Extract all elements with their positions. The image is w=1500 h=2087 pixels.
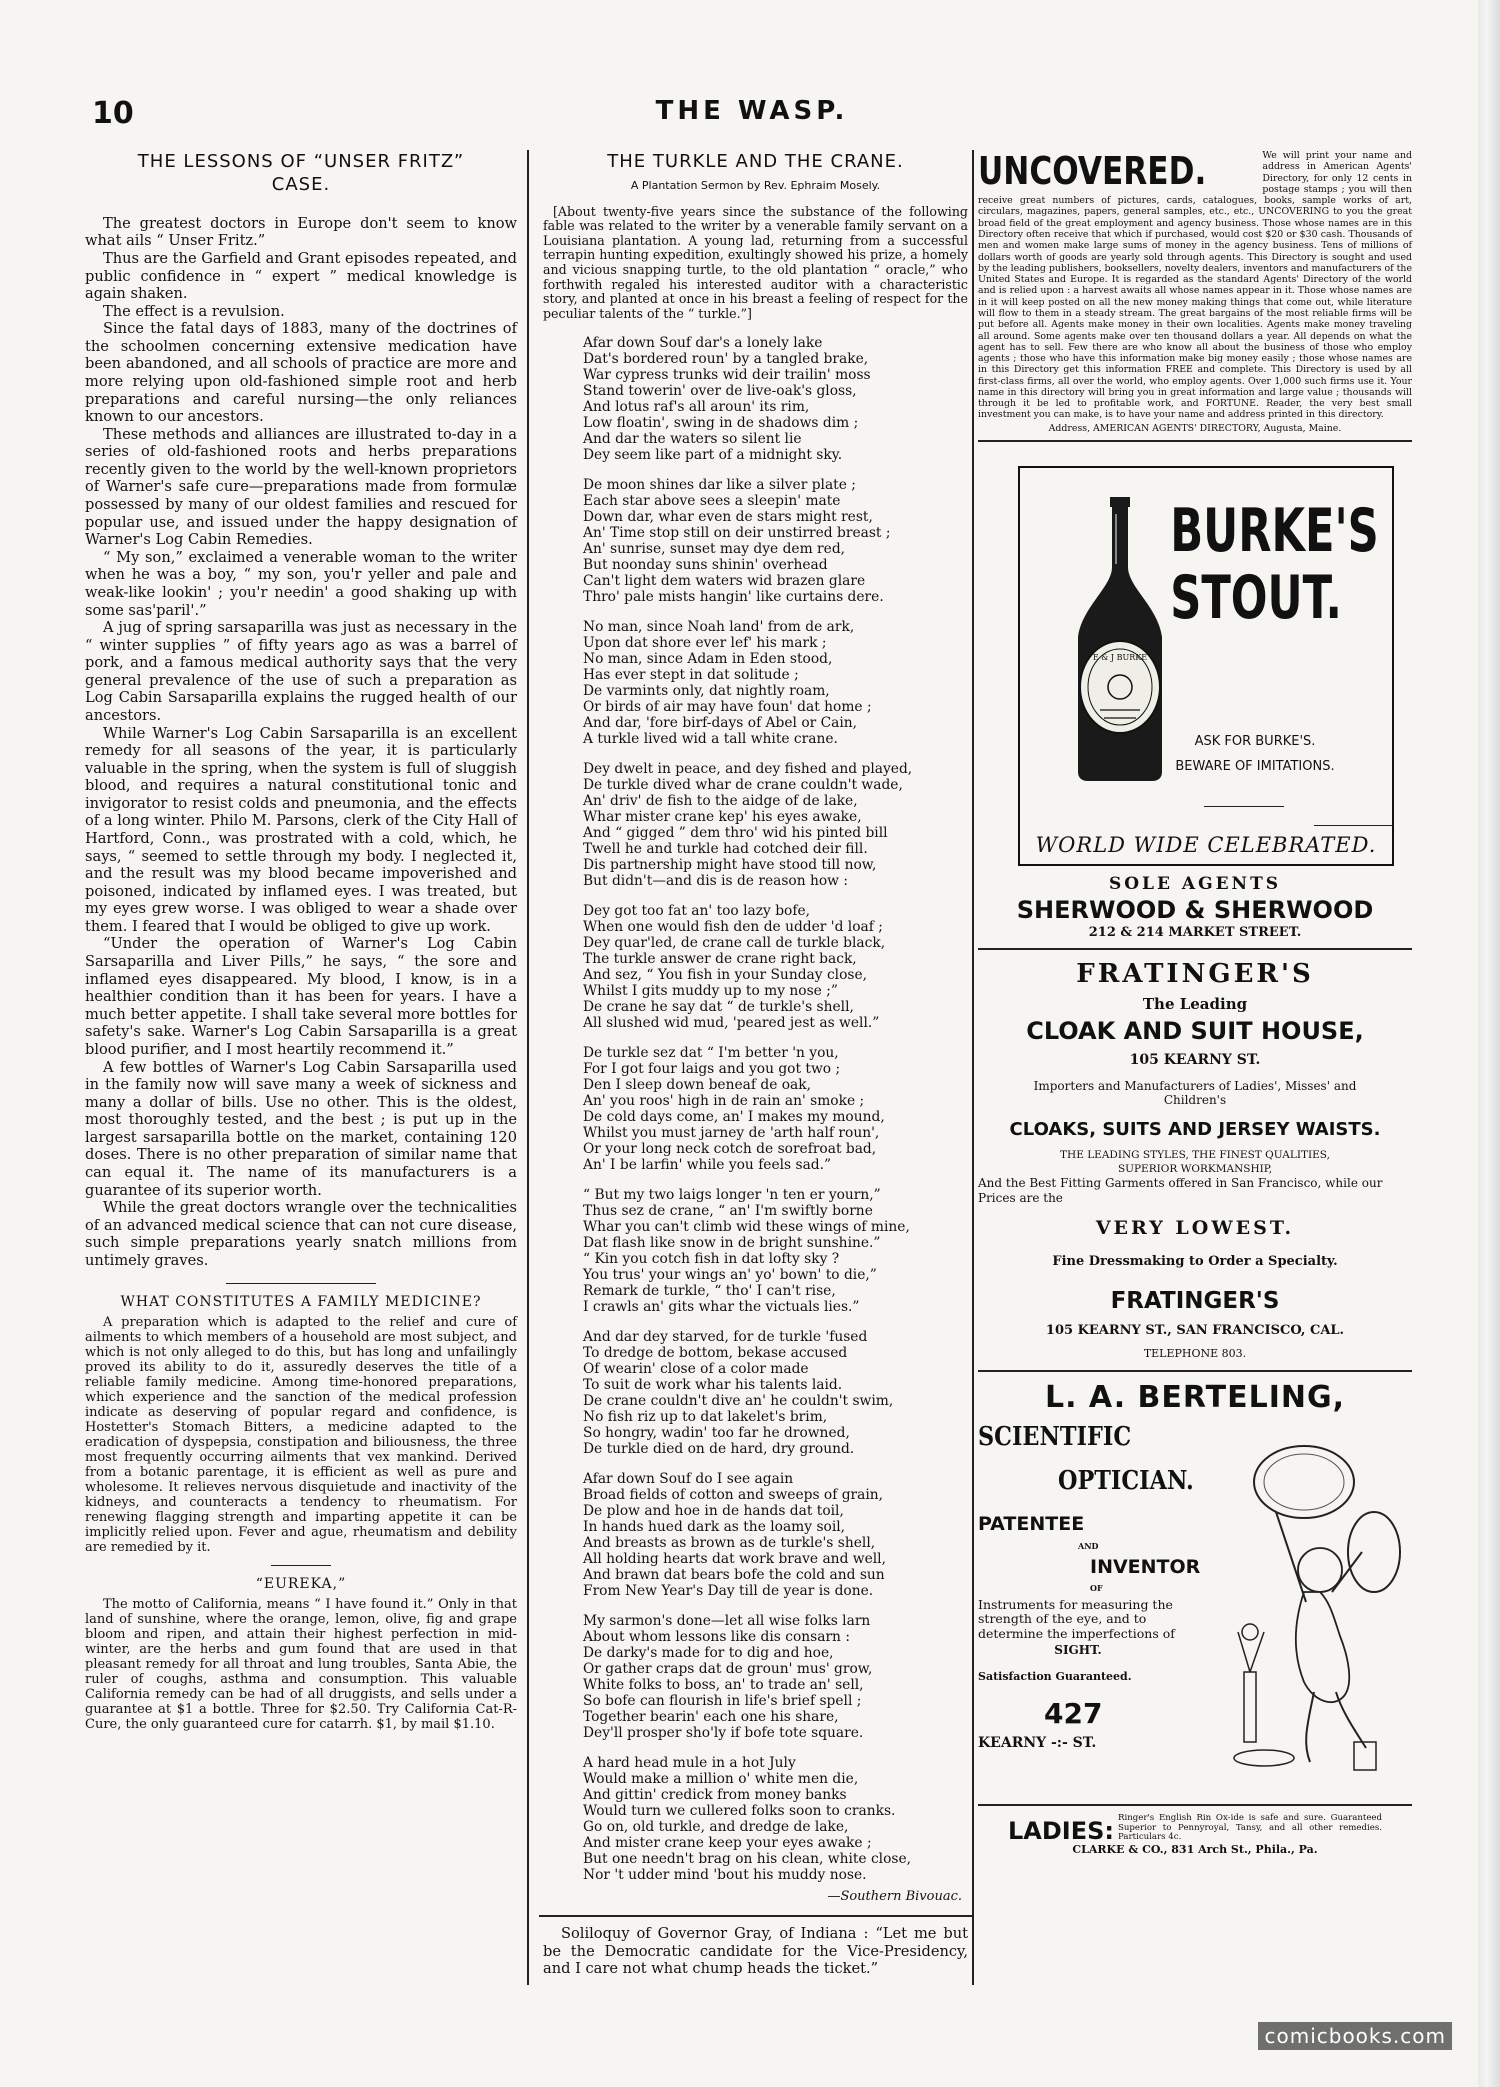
poem-line: And gittin' credick from money banks (583, 1787, 847, 1804)
poem-line: Down dar, whar even de stars might rest, (583, 509, 873, 526)
poem-line: Dey got too fat an' too lazy bofe, (583, 903, 810, 920)
family-medicine-text: A preparation which is adapted to the relief and cure of ailments to which members of a household are most subject, and which is not only alleged to do this, but has long and unfailingly proved its ability to do it, assuredly deserves the title of a reliable family medicine. Among time-honored preparations, which experience and the sanction of the medical profession indicate as deserving of popular regard and confidence, is Hostetter's Stomach Bitters, a medicine adapted to the eradication of dyspepsia, constipation and biliousness, the three most frequently occurring ailments that vex mankind. Derived from a botanic parentage, it is efficient as well as pure and wholesome. It relieves nervous disquietude and inactivity of the kidneys, and counteracts a tendency to rheumatism. For renewing flagging strength and imparting appetite it can be implicitly relied upon. Fever and ague, rheumatism and debility are remedied by it. (85, 1315, 517, 1556)
ad-divider (978, 440, 1412, 442)
poem-line: De crane he say dat “ de turkle's shell, (583, 999, 854, 1016)
article-paragraph: The greatest doctors in Europe don't seem to know what ails “ Unser Fritz.” (85, 214, 517, 250)
poem-line: But didn't—and dis is de reason how : (583, 873, 849, 890)
poem-line: And dar dey starved, for de turkle 'fused (583, 1329, 868, 1346)
burkes-name-line: STOUT. (1170, 563, 1342, 634)
poem-line: Or your long neck cotch de sorefroat bad, (583, 1141, 877, 1158)
poem-line: And brawn dat bears bofe the cold and sun (583, 1567, 885, 1584)
poem-line: Or gather craps dat de groun' mus' grow, (583, 1661, 873, 1678)
berteling-name: L. A. BERTELING, (1044, 1380, 1346, 1416)
poem-line: Den I sleep down beneaf de oak, (583, 1077, 812, 1094)
poem-line: From New Year's Day till de year is done. (583, 1583, 874, 1600)
poem-line: De turkle sez dat “ I'm better 'n you, (583, 1045, 839, 1062)
scientific: SCIENTIFIC (978, 1422, 1132, 1453)
poem-line: De cold days come, an' I makes my mound, (583, 1109, 885, 1126)
poem-stanza (583, 477, 968, 605)
world-wide-celebrated: WORLD WIDE CELEBRATED. (1035, 832, 1377, 857)
sherwood-address: 212 & 214 MARKET STREET. (1088, 924, 1302, 940)
article-title-line: THE LESSONS OF “UNSER FRITZ” (137, 151, 465, 172)
poem-line: An' you roos' high in de rain an' smoke ; (583, 1093, 865, 1110)
article-paragraph: While the great doctors wrangle over the technicalities of an advanced medical science that can not cure disease, such simple preparations yearly snatch millions from untimely graves. (85, 1199, 517, 1269)
page-binding-edge (1478, 0, 1500, 2087)
kearny-street: KEARNY -:- ST. (978, 1734, 1097, 1751)
ladies-line1: Ringer's English Rin Ox-ide is safe and sure. Guaranteed Superior to Pennyroyal, Tansy, and all other remedies. Particulars 4c. (1118, 1813, 1382, 1843)
column-1 (85, 150, 517, 1732)
poem-line: To suit de work whar his talents laid. (583, 1377, 843, 1394)
uncovered-address: Address, AMERICAN AGENTS' DIRECTORY, Augusta, Maine. (1048, 422, 1342, 434)
poem-line: Whilst you must jarney de 'arth half roun', (583, 1125, 880, 1142)
poem-line: Dey dwelt in peace, and dey fished and played, (583, 761, 913, 778)
poem-line: But noonday suns shinin' overhead (583, 557, 828, 574)
poem-line: Would make a million o' white men die, (583, 1771, 859, 1788)
sherwood-name: SHERWOOD & SHERWOOD (1016, 895, 1374, 924)
uncovered-ad (978, 150, 1412, 434)
bottle-label-text: E & J BURKE (1092, 653, 1148, 663)
poem-line: Whar you can't climb wid these wings of mine, (583, 1219, 910, 1236)
poem-line: De moon shines dar like a silver plate ; (583, 477, 856, 494)
poem-line: And breasts as brown as de turkle's shell, (583, 1535, 876, 1552)
poem-line: And dar, 'fore birf-days of Abel or Cain, (583, 715, 858, 732)
poem-line: All holding hearts dat work brave and well, (583, 1551, 886, 1568)
poem-line: Upon dat shore ever lef' his mark ; (583, 635, 827, 652)
poem-line: In hands hued dark as the loamy soil, (583, 1519, 846, 1536)
poem-stanza (583, 1045, 968, 1173)
beware-imitations: BEWARE OF IMITATIONS. (1175, 758, 1335, 774)
newspaper-name: THE WASP. (655, 96, 849, 126)
column-3 (978, 150, 1412, 1856)
poem-stanzas (543, 335, 968, 1883)
family-medicine-title: WHAT CONSTITUTES A FAMILY MEDICINE? (120, 1294, 482, 1311)
poem-line: “ Kin you cotch fish in dat lofty sky ? (583, 1251, 840, 1268)
poem-line: And sez, “ You fish in your Sunday close, (583, 967, 868, 984)
ladies-ad (978, 1814, 1412, 1856)
berteling-ad (978, 1380, 1412, 1792)
article-title (85, 150, 517, 197)
importers-line: Importers and Manufacturers of Ladies', Misses' and Children's (1033, 1078, 1357, 1107)
poem-line: Dey quar'led, de crane call de turkle black, (583, 935, 886, 952)
article-paragraph: Thus are the Garfield and Grant episodes repeated, and public confidence in “ expert ” medical knowledge is again shaken. (85, 249, 517, 303)
poem-line: For I got four laigs and you got two ; (583, 1061, 841, 1078)
and-label: AND (1078, 1540, 1099, 1551)
poem-line: No man, since Adam in Eden stood, (583, 651, 833, 668)
article-paragraph: Since the fatal days of 1883, many of the doctrines of the schoolmen concerning extensive medication have been abandoned, and all schools of practice are more and more relying upon old-fashioned simple root and herb preparations and careful nursing—the only reliances known to our ancestors. (85, 320, 517, 426)
poem-line: An' I be larfin' while you feels sad.” (583, 1157, 832, 1174)
ad-divider (978, 1370, 1412, 1372)
poem-line: And mister crane keep your eyes awake ; (583, 1835, 872, 1852)
fratinger-address: 105 KEARNY ST. (1129, 1051, 1261, 1068)
dressmaking-specialty: Fine Dressmaking to Order a Specialty. (1052, 1254, 1338, 1270)
ad-divider (978, 1804, 1412, 1806)
poem-line: No man, since Noah land' from de ark, (583, 619, 855, 636)
poem-line: Twell he and turkle had cotched deir fill. (583, 841, 868, 858)
poem-line: De turkle died on de hard, dry ground. (583, 1441, 855, 1458)
poem-line: Each star above sees a sleepin' mate (583, 493, 841, 510)
poem-line: And “ gigged ” dem thro' wid his pinted bill (583, 825, 888, 842)
article-paragraph: “Under the operation of Warner's Log Cabin Sarsaparilla and Liver Pills,” he says, “ the sore and inflamed eyes disappeared. My blood, I know, is in a healthier condition than it has been for years. I have a much better appetite. I shall take several more bottles for safety's sake. Warner's Log Cabin Sarsaparilla is a great blood purifier, and I most heartily recommend it.” (85, 935, 517, 1058)
ladies-line2: CLARKE & CO., 831 Arch St., Phila., Pa. (1072, 1842, 1318, 1856)
poem-line: Dis partnership might have stood till now, (583, 857, 877, 874)
poem-line: Remark de turkle, “ tho' I can't rise, (583, 1283, 836, 1300)
poem-stanza (583, 1755, 968, 1883)
of-label: OF (1090, 1583, 1103, 1594)
ask-for-burkes: ASK FOR BURKE'S. (1194, 734, 1316, 750)
satisfaction-guaranteed: Satisfaction Guaranteed. (978, 1669, 1132, 1683)
poem-stanza (583, 619, 968, 747)
poem-line: Dey'll prosper sho'ly if bofe tote square. (583, 1725, 864, 1742)
poem-stanza (583, 1613, 968, 1741)
article-paragraph: These methods and alliances are illustrated to-day in a series of old-fashioned roots and herbs preparations recently given to the world by the well-known proprietors of Warner's safe cure—preparations made from formulæ possessed by many of our oldest families and rescued for popular use, and issued under the happy designation of Warner's Log Cabin Remedies. (85, 425, 517, 549)
poem-line: My sarmon's done—let all wise folks larn (583, 1613, 871, 1630)
decorative-rule (1204, 806, 1284, 807)
poem-line: De plow and hoe in de hands dat toil, (583, 1503, 844, 1520)
uncovered-ad-body (978, 150, 1412, 421)
poem-stanza (583, 335, 968, 463)
poem-stanza (583, 761, 968, 889)
poem-line: But one needn't brag on his clean, white close, (583, 1851, 912, 1868)
column-2 (543, 150, 968, 1978)
poem-line: A hard head mule in a hot July (583, 1755, 796, 1772)
poem-line: The turkle answer de crane right back, (583, 951, 857, 968)
inventor: INVENTOR (1090, 1555, 1201, 1578)
poem-line: Afar down Souf dar's a lonely lake (583, 335, 823, 352)
burkes-stout-name (1170, 496, 1379, 634)
eureka-text: The motto of California, means “ I have found it.” Only in that land of sunshine, where the orange, lemon, olive, fig and grape bloom and ripen, and attain their highest perfection in mid-winter, are the herbs and gum found that are used in that pleasant remedy for all throat and lung troubles, Santa Abie, the ruler of coughs, asthma and consumption. This valuable California remedy can be had of all druggists, and sells under a guarantee at $1 a bottle. Three for $2.50. Try California Cat-R-Cure, the only guaranteed cure for catarrh. $1, by mail $1.10. (85, 1597, 517, 1733)
ladies-headline: LADIES: (1008, 1816, 1114, 1845)
poem-line: Dat flash like snow in de bright sunshine.” (583, 1235, 881, 1252)
burkes-name-line: BURKE'S (1170, 496, 1379, 567)
decorative-rule (1314, 825, 1394, 826)
sole-agents: SOLE AGENTS (1108, 874, 1282, 895)
poem-line: “ But my two laigs longer 'n ten er yourn,” (583, 1187, 881, 1204)
very-lowest: VERY LOWEST. (1095, 1217, 1295, 1240)
prices-line: And the Best Fitting Garments offered in San Francisco, while our Prices are the (978, 1176, 1383, 1205)
poem-line: So bofe can flourish in life's brief spell ; (583, 1693, 862, 1710)
uncovered-text: We will print your name and address in American Agents' Directory, for only 12 cents in postage stamps ; you will then receive great numbers of pictures, cards, catalogues, books, sample works of art, circulars, magazines, papers, general samples, etc., etc., UNCOVERING to you the great broad field of the great employment and agency business. Those whose names are in this Directory often receive that which if purchased, would cost $20 or $30 cash. Thousands of men and women make large sums of money in the agency business. Tens of millions of dollars worth of goods are yearly sold through agents. This Directory is sought and used by the leading publishers, booksellers, novelty dealers, inventors and manufacturers of the United States and Europe. It is regarded as the standard Agents' Directory of the world and is relied upon : a harvest awaits all whose names appear in it. Those whose names are in it will keep posted on all the new money making things that come out, while literature will flow to them in a steady stream. The great bargains of the most reliable firms will be put before all. Agents make money in their own localities. Agents make money traveling all around. Some agents make over ten thousand dollars a year. All depends on what the agent has to sell. Few there are who know all about the business of those who employ agents ; those who have this information make big money easily ; those whose names are in this Directory get this information FREE and complete. This Directory is used by all first-class firms, all over the world, who employ agents. Over 1,000 such firms use it. Your name in this directory will bring you in great information and large value ; thousands will through it be led to profitable work, and FORTUNE. Reader, the very best small investment you can make, is to have your name and address printed in this directory. (978, 150, 1412, 421)
poem-line: De turkle dived whar de crane couldn't wade, (583, 777, 903, 794)
poem-line: A turkle lived wid a tall white crane. (583, 731, 838, 748)
soliloquy-text: Soliloquy of Governor Gray, of Indiana : “Let me but be the Democratic candidate for the Vice-Presidency, and I care not what chump heads the ticket.” (543, 1925, 968, 1978)
poem-line: De darky's made for to dig and hoe, (583, 1645, 834, 1662)
poem-line: Whilst I gits muddy up to my nose ;” (583, 983, 838, 1000)
poem-stanza (583, 1187, 968, 1315)
section-divider (271, 1565, 331, 1566)
poem-line: So hongry, wadin' too far he drowned, (583, 1425, 850, 1442)
poem-line: Or birds of air may have foun' dat home ; (583, 699, 872, 716)
article-title-line: CASE. (271, 174, 331, 196)
poem-line: Afar down Souf do I see again (583, 1471, 794, 1488)
fratinger-address-2: 105 KEARNY ST., SAN FRANCISCO, CAL. (1045, 1323, 1345, 1339)
poem-line: An' sunrise, sunset may dye dem red, (583, 541, 846, 558)
ladies-row (1008, 1813, 1382, 1845)
poem-attribution: —Southern Bivouac. (827, 1889, 962, 1905)
poem-line: Broad fields of cotton and sweeps of grain, (583, 1487, 884, 1504)
cloaks-suits-waists: CLOAKS, SUITS AND JERSEY WAISTS. (1009, 1119, 1381, 1141)
instruments-text: Instruments for measuring the strength of the eye, and to determine the imperfections of (978, 1597, 1175, 1641)
poem-line: And dar the waters so silent lie (583, 431, 802, 448)
poem-line: An' Time stop still on deir unstirred breast ; (583, 525, 891, 542)
poem-line: About whom lessons like dis consarn : (583, 1629, 850, 1646)
poem-title: THE TURKLE AND THE CRANE. (607, 151, 904, 172)
poem-line: De crane couldn't dive an' he couldn't swim, (583, 1393, 894, 1410)
poem-line: Can't light dem waters wid brazen glare (583, 573, 866, 590)
poem-line: De varmints only, dat nightly roam, (583, 683, 830, 700)
fratinger-name-2: FRATINGER'S (1110, 1287, 1280, 1314)
poem-line: When one would fish den de udder 'd loaf ; (583, 919, 883, 936)
poem-stanza (583, 903, 968, 1031)
ad-divider (978, 948, 1412, 950)
column-rule-right (972, 150, 974, 1985)
fratinger-name: FRATINGER'S (1076, 959, 1314, 990)
poem-line: White folks to boss, an' to trade an' sell, (583, 1677, 864, 1694)
section-divider (226, 1283, 376, 1284)
article-paragraph: “ My son,” exclaimed a venerable woman to the writer when he was a boy, “ my son, you'r yeller and pale and weak-like lookin' ; you'r needin' a good shaking up with some sas'paril'.” (85, 548, 517, 619)
optician: OPTICIAN. (1058, 1465, 1194, 1496)
berteling-details (978, 1422, 1412, 1792)
section-divider (539, 1915, 972, 1917)
poem-line: Dat's bordered roun' by a tangled brake, (583, 351, 869, 368)
poem-line: All slushed wid mud, 'peared jest as well.” (583, 1015, 880, 1032)
poem-line: Dey seem like part of a midnight sky. (583, 447, 843, 464)
poem-stanza (583, 1471, 968, 1599)
burkes-stout-ad (1018, 466, 1394, 866)
poem-line: An' driv' de fish to the aidge of de lake, (583, 793, 858, 810)
poem-line: Stand towerin' over de live-oak's gloss, (583, 383, 857, 400)
page-header (92, 96, 1412, 136)
page-number: 10 (92, 96, 134, 131)
watermark: comicbooks.com (1258, 2022, 1452, 2050)
poem-line: Nor 't udder mind 'bout his muddy nose. (583, 1867, 867, 1884)
address-number: 427 (1044, 1696, 1103, 1730)
poem-byline: A Plantation Sermon by Rev. Ephraim Mosely. (630, 179, 881, 193)
poem-line: To dredge de bottom, bekase accused (583, 1345, 848, 1362)
the-leading: The Leading (1142, 994, 1248, 1013)
styles-line: THE LEADING STYLES, THE FINEST QUALITIES, SUPERIOR WORKMANSHIP, (1060, 1149, 1330, 1175)
sight: SIGHT. (1054, 1643, 1102, 1658)
poem-line: Low floatin', swing in de shadows dim ; (583, 415, 859, 432)
poem-line: Thro' pale mists hangin' like curtains dere. (583, 589, 884, 606)
poem-line: Of wearin' close of a color made (583, 1361, 809, 1378)
poem-line: Whar mister crane kep' his eyes awake, (583, 809, 862, 826)
eureka-title: “EUREKA,” (255, 1576, 347, 1593)
poem-intro: [About twenty-five years since the substance of the following fable was related to the writer by a venerable family servant on a Louisiana plantation. A young lad, returning from a successful terrapin hunting expedition, exultingly showed his prize, a homely and vicious snapping turtle, to the old plantation “ oracle,” who forthwith regaled his interested auditor with a characteristic story, and planted at once in his breast a feeling of respect for the peculiar talents of the “ turkle.”] (543, 203, 968, 321)
poem-line: Together bearin' each one his share, (583, 1709, 839, 1726)
article-paragraph: A few bottles of Warner's Log Cabin Sarsaparilla used in the family now will save many a week of sickness and many a dollar of bills. Use no other. This is the oldest, most thoroughly tested, and the best ; is put up in the largest sarsaparilla bottle on the market, containing 120 doses. There is no other preparation of similar name that can equal it. The name of its manufacturers is a guarantee of its superior worth. (85, 1058, 517, 1199)
article-paragraph: The effect is a revulsion. (103, 302, 285, 320)
poem-line: Would turn we cullered folks soon to cranks. (583, 1803, 896, 1820)
article-paragraph: While Warner's Log Cabin Sarsaparilla is an excellent remedy for all seasons of the year, it is particularly valuable in the spring, when the system is full of sluggish blood, and requires a natural constitutional tonic and invigorator to resist colds and pneumonia, and the effects of a long winter. Philo M. Parsons, clerk of the City Hall of Hartford, Conn., was prostrated with a cold, which, he says, “ seemed to settle through my body. I neglected it, and the result was my blood became impoverished and poisoned, indicated by inflamed eyes. I was treated, but my eyes grew worse. I was obliged to wear a shade over them. I feared that I would be obliged to give up work. (85, 724, 517, 935)
cloak-suit-house: CLOAK AND SUIT HOUSE, (1026, 1016, 1364, 1045)
uncovered-headline: UNCOVERED. (978, 149, 1207, 193)
poem-line: Go on, old turkle, and dredge de lake, (583, 1819, 849, 1836)
poem-line: Thus sez de crane, “ an' I'm swiftly borne (583, 1203, 873, 1220)
poem-stanza (583, 1329, 968, 1457)
column-rule-left (527, 150, 529, 1985)
poem-line: You trus' your wings an' yo' bown' to die,” (583, 1267, 877, 1284)
poem-line: I crawls an' gits whar the victuals lies.” (583, 1299, 860, 1316)
fratinger-telephone: TELEPHONE 803. (1143, 1347, 1247, 1361)
article-paragraph: A jug of spring sarsaparilla was just as necessary in the “ winter supplies ” of fifty years ago as was a barrel of pork, and a famous medical authority says that the very general prevalence of the use of such a preparation as Log Cabin Sarsaparilla explains the rugged health of our ancestors. (85, 619, 517, 724)
fratinger-ad (978, 960, 1412, 1360)
burkes-slogans (1140, 730, 1370, 779)
poem-line: No fish riz up to dat lakelet's brim, (583, 1409, 828, 1426)
poem-line: War cypress trunks wid deir trailin' moss (583, 367, 871, 384)
poem-line: And lotus raf's all aroun' its rim, (583, 399, 810, 416)
patentee: PATENTEE (978, 1513, 1085, 1536)
poem-line: Has ever stept in dat solitude ; (583, 667, 799, 684)
